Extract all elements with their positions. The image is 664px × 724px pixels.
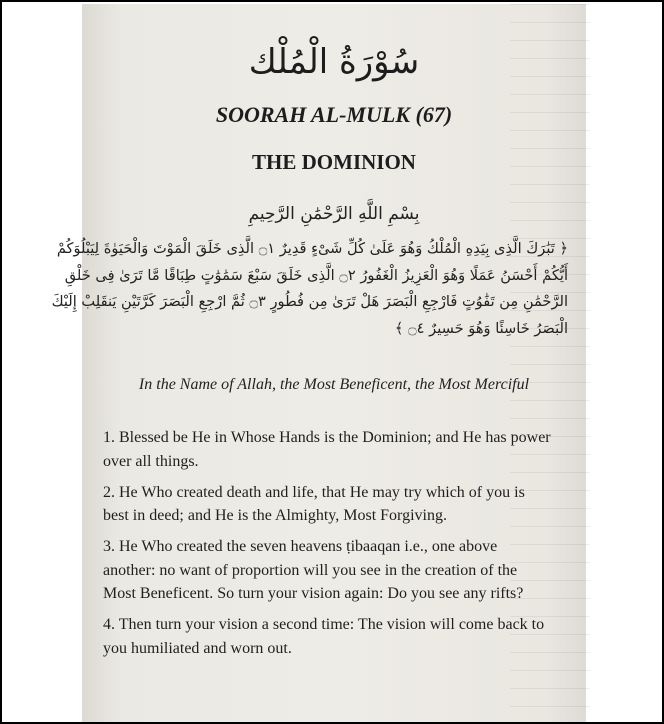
arabic-line: الْبَصَرُ خَاسِئًا وَهُوَ حَسِيرٌ ۝٤ ﴾: [394, 319, 568, 337]
verse-3: [103, 535, 571, 606]
arabic-verses-block: [51, 236, 568, 342]
verse-line: you humiliated and worn out.: [103, 639, 292, 657]
verse-line: another: no want of proportion will you see in the creation of the: [103, 561, 518, 579]
verse-1: [103, 426, 571, 473]
verse-line: 1. Blessed be He in Whose Hands is the Dominion; and He has power: [103, 429, 551, 446]
arabic-line: ﴿ تَبَٰرَكَ الَّذِى بِيَدِهِ الْمُلْكُ وَهُوَ عَلَىٰ كُلِّ شَىْءٍ قَدِيرٌ ۝١ الَّذِى خَلَقَ الْمَوْتَ وَالْحَيَوٰةَ لِيَبْلُوَكُمْ: [56, 240, 568, 257]
arabic-line: أَيُّكُمْ أَحْسَنُ عَمَلًا وَهُوَ الْعَزِيزُ الْغَفُورُ ۝٢ الَّذِى خَلَقَ سَبْعَ سَمَٰوَٰتٍ طِبَاقًا مَّا تَرَىٰ فِى خَلْقِ: [64, 266, 568, 284]
arabic-line: الرَّحْمَٰنِ مِن تَفَٰوُتٍ فَارْجِعِ الْبَصَرَ هَلْ تَرَىٰ مِن فُطُورٍ ۝٣ ثُمَّ ارْجِعِ الْبَصَرَ كَرَّتَيْنِ يَنقَلِبْ إِلَيْكَ: [51, 293, 568, 310]
translation-verses: [103, 426, 571, 668]
book-page: [51, 4, 586, 722]
surah-subtitle: THE DOMINION: [252, 150, 416, 174]
verse-4: [103, 613, 571, 660]
verse-2: [103, 481, 571, 528]
surah-english-title: SOORAH AL-MULK (67): [215, 102, 453, 127]
verse-line: 3. He Who created the seven heavens ṭibaaqan i.e., one above: [103, 538, 498, 555]
verse-line: 4. Then turn your vision a second time: The vision will come back to: [103, 616, 545, 633]
verse-line: 2. He Who created death and life, that He may try which of you is: [103, 483, 525, 501]
verse-line: Most Beneficent. So turn your vision again: Do you see any rifts?: [103, 585, 524, 602]
verse-line: best in deed; and He is the Almighty, Most Forgiving.: [103, 507, 447, 524]
verse-line: over all things.: [103, 452, 199, 470]
bismillah-arabic: بِسْمِ اللَّهِ الرَّحْمَٰنِ الرَّحِيمِ: [248, 204, 420, 224]
basmala-translation: In the Name of Allah, the Most Beneficent, the Most Merciful: [138, 376, 530, 393]
surah-arabic-title: سُوْرَةُ الْمُلْك: [248, 42, 420, 82]
